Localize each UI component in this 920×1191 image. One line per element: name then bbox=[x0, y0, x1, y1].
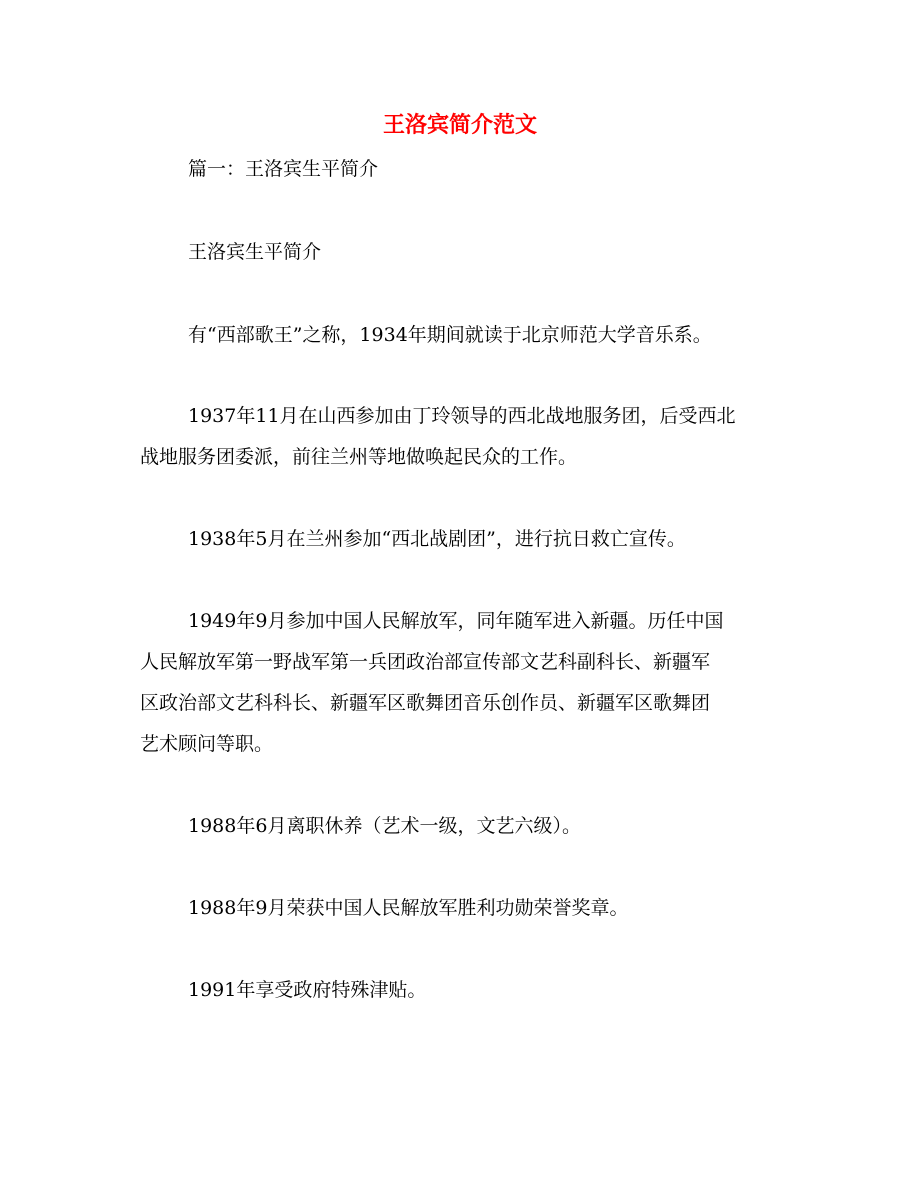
paragraph-line: 1988年6月离职休养（艺术一级，文艺六级）。 bbox=[188, 815, 581, 837]
subtitle: 王洛宾生平简介 bbox=[188, 241, 322, 263]
paragraph-line: 1938年5月在兰州参加“西北战剧团”，进行抗日救亡宣传。 bbox=[188, 528, 686, 550]
paragraph-line: 区政治部文艺科科长、新疆军区歌舞团音乐创作员、新疆军区歌舞团 bbox=[140, 692, 711, 714]
paragraph-line: 战地服务团委派，前往兰州等地做唤起民众的工作。 bbox=[140, 446, 578, 468]
paragraph-line: 有“西部歌王”之称，1934年期间就读于北京师范大学音乐系。 bbox=[188, 324, 712, 346]
paragraph-line: 1991年享受政府特殊津贴。 bbox=[188, 979, 427, 1001]
paragraph-line: 1949年9月参加中国人民解放军，同年随军进入新疆。历任中国 bbox=[188, 610, 724, 632]
paragraph-line: 人民解放军第一野战军第一兵团政治部宣传部文艺科副科长、新疆军 bbox=[140, 651, 711, 673]
document-title: 王洛宾简介范文 bbox=[382, 112, 537, 138]
paragraph-line: 1988年9月荣获中国人民解放军胜利功勋荣誉奖章。 bbox=[188, 897, 629, 919]
section-heading: 篇一：王洛宾生平简介 bbox=[188, 158, 379, 180]
paragraph-line: 艺术顾问等职。 bbox=[140, 733, 274, 755]
paragraph-line: 1937年11月在山西参加由丁玲领导的西北战地服务团，后受西北 bbox=[188, 405, 736, 427]
